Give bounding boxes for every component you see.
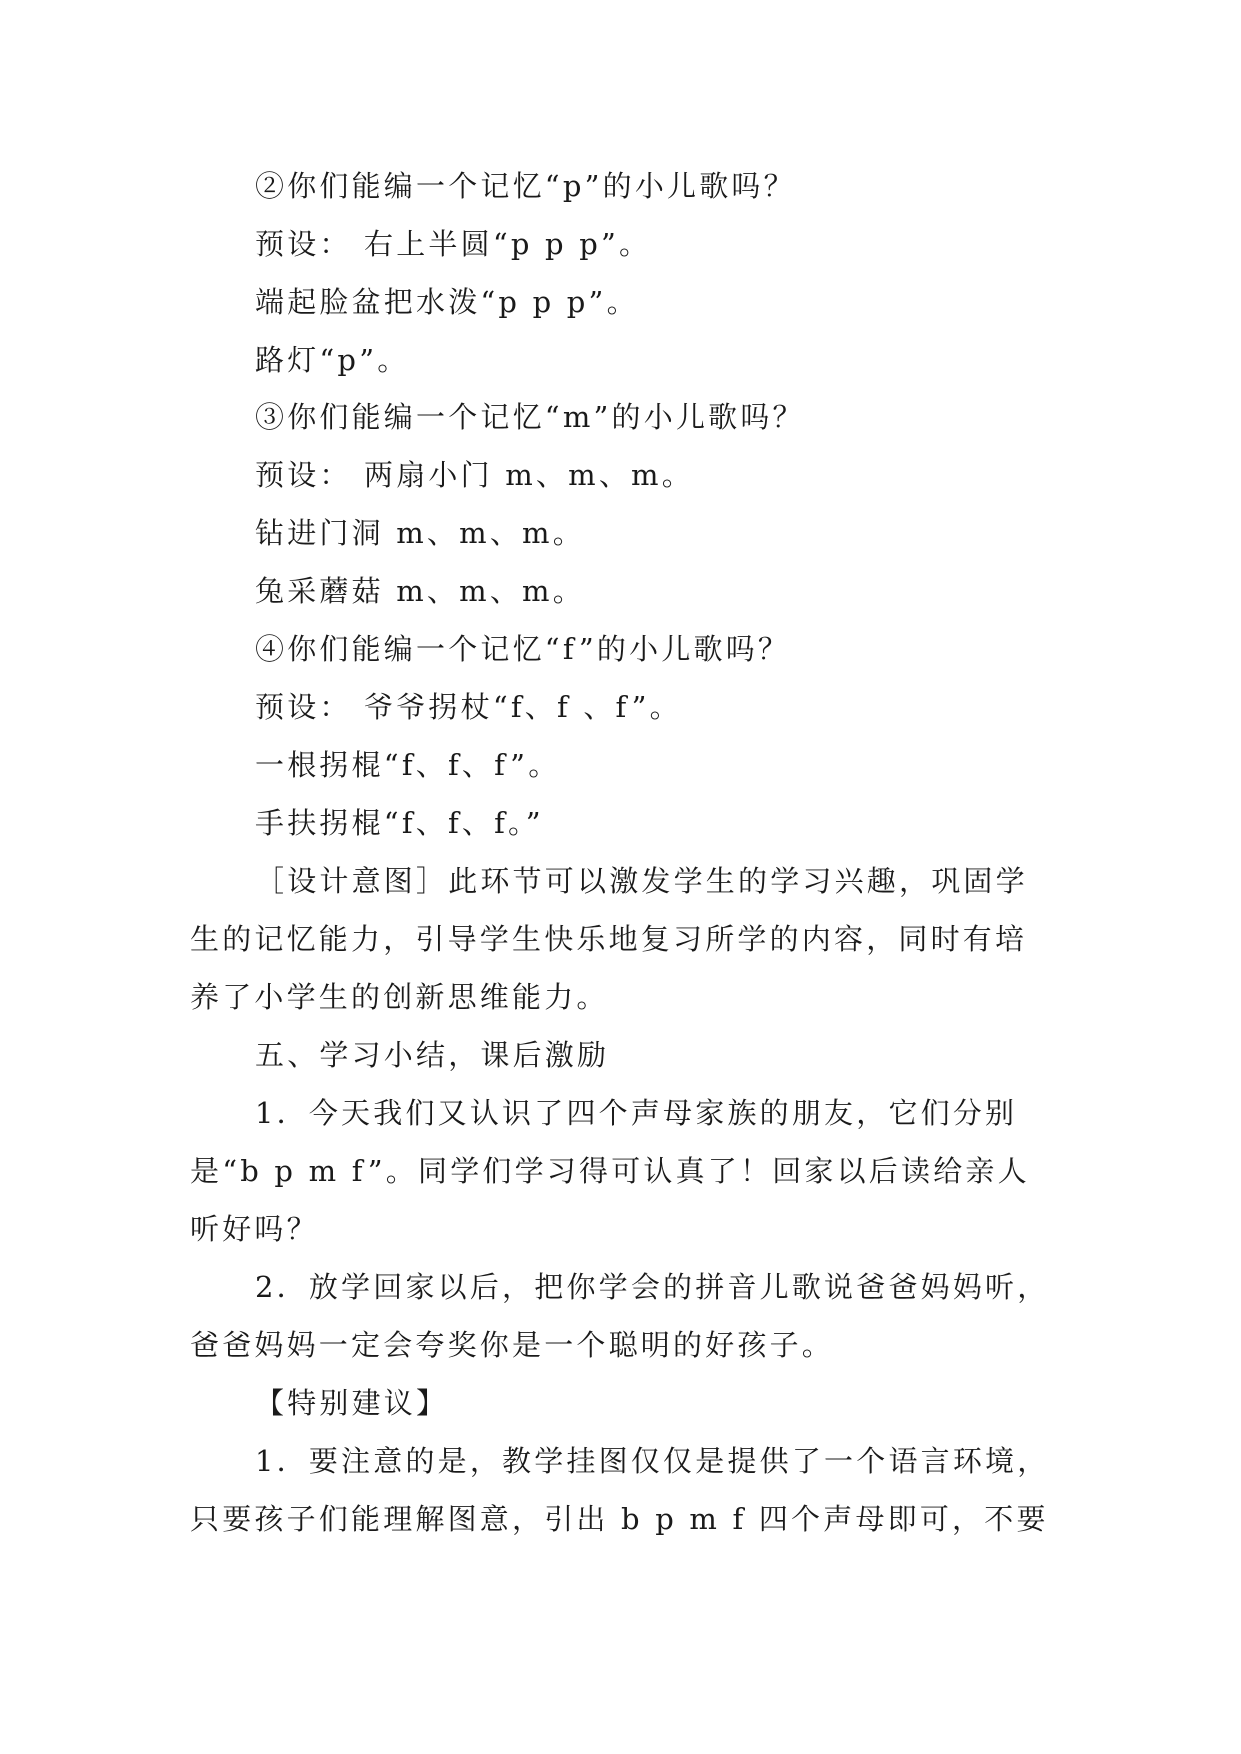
text-line: 爸爸妈妈一定会夸奖你是一个聪明的好孩子。 xyxy=(190,1328,835,1362)
text-line: 手扶拐棍“f、f、f。” xyxy=(255,806,544,840)
text-line: 预设： 两扇小门 m、m、m。 xyxy=(255,458,694,492)
text-line: 兔采蘑菇 m、m、m。 xyxy=(255,574,585,608)
text-line: 2．放学回家以后，把你学会的拼音儿歌说爸爸妈妈听， xyxy=(255,1270,1050,1304)
section-heading: 【特别建议】 xyxy=(255,1386,449,1420)
text-line: 只要孩子们能理解图意，引出 b p m f 四个声母即可，不要 xyxy=(190,1502,1049,1536)
text-line: 预设： 右上半圆“p p p”。 xyxy=(255,227,652,261)
text-line: 端起脸盆把水泼“p p p”。 xyxy=(255,285,639,319)
text-line: ④你们能编一个记忆“f”的小儿歌吗？ xyxy=(255,632,791,666)
text-line: ③你们能编一个记忆“m”的小儿歌吗？ xyxy=(255,400,805,434)
text-line: 路灯“p”。 xyxy=(255,343,410,377)
text-line: 1．今天我们又认识了四个声母家族的朋友，它们分别 xyxy=(255,1096,1018,1130)
text-line: ［设计意图］此环节可以激发学生的学习兴趣，巩固学 xyxy=(255,864,1028,898)
text-line: 是“b p m f”。同学们学习得可认真了！回家以后读给亲人 xyxy=(190,1154,1030,1188)
text-line: ②你们能编一个记忆“p”的小儿歌吗？ xyxy=(255,169,796,203)
text-line: 养了小学生的创新思维能力。 xyxy=(190,980,609,1014)
text-line: 听好吗？ xyxy=(190,1212,319,1246)
text-line: 1．要注意的是，教学挂图仅仅是提供了一个语言环境， xyxy=(255,1444,1050,1478)
text-line: 预设： 爷爷拐杖“f、f 、f”。 xyxy=(255,690,682,724)
text-line: 生的记忆能力，引导学生快乐地复习所学的内容，同时有培 xyxy=(190,922,1028,956)
text-line: 一根拐棍“f、f、f”。 xyxy=(255,748,561,782)
text-line: 钻进门洞 m、m、m。 xyxy=(255,516,585,550)
section-heading: 五、学习小结，课后激励 xyxy=(255,1038,610,1072)
